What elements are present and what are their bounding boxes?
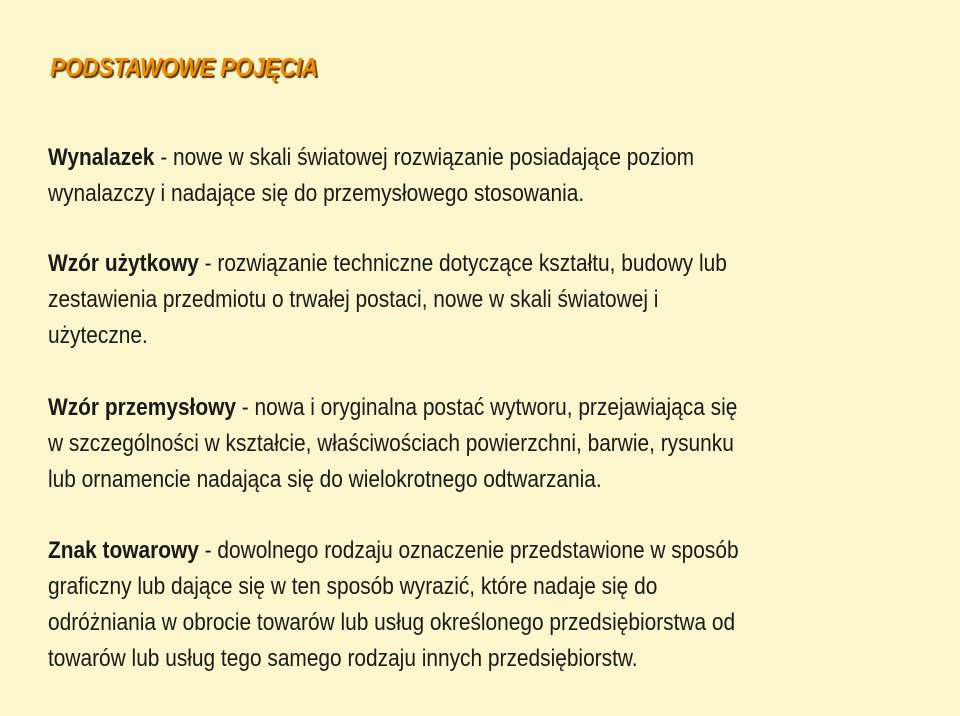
definition-term: Wynalazek — [48, 144, 155, 171]
definition-text: - nowe w skali światowej rozwiązanie posiadające poziom wynalazczy i nadające się do przemysłowego stosowania. — [48, 144, 695, 207]
definition-wzor-przemyslowy — [48, 390, 918, 498]
definition-term: Wzór przemysłowy — [48, 394, 236, 421]
definition-term: Wzór użytkowy — [48, 250, 199, 277]
definition-wzor-uzytkowy — [48, 246, 918, 354]
slide-title: PODSTAWOWE POJĘCIA — [50, 52, 318, 82]
definition-text: - nowa i oryginalna postać wytworu, przejawiająca się w szczególności w kształcie, właściwościach powierzchni, barwie, rysunku lub ornamencie nadająca się do wielokrotnego odtwarzania. — [48, 394, 738, 493]
definition-znak-towarowy — [48, 533, 918, 677]
definition-wynalazek — [48, 140, 918, 212]
definition-term: Znak towarowy — [48, 537, 199, 564]
definition-text: - dowolnego rodzaju oznaczenie przedstawione w sposób graficzny lub dające się w ten sposób wyrazić, które nadaje się do odróżniania w obrocie towarów lub usług określonego przedsiębiorstwa od towarów lub usług tego samego rodzaju innych przedsiębiorstw. — [48, 537, 739, 672]
definition-text: - rozwiązanie techniczne dotyczące kształtu, budowy lub zestawienia przedmiotu o trwałej postaci, nowe w skali światowej i użyteczne. — [48, 250, 727, 349]
